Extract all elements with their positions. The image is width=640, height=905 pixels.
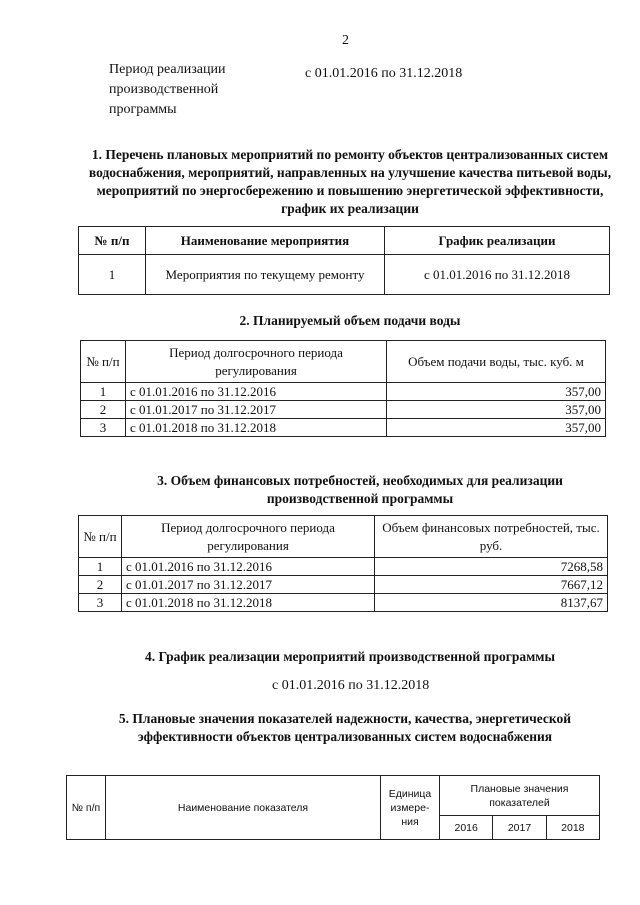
s2-header-num: № п/п — [81, 341, 126, 383]
s3-row3-num: 3 — [79, 594, 122, 612]
s2-row3-period: с 01.01.2018 по 31.12.2018 — [126, 419, 387, 437]
section4-title: 4. График реализации мероприятий производственной программы — [144, 649, 556, 664]
table-row — [81, 383, 606, 401]
s3-row2-num: 2 — [79, 576, 122, 594]
s5-header-planned: Плановые значения показателей — [440, 776, 600, 816]
period-value: с 01.01.2016 по 31.12.2018 — [305, 66, 463, 81]
s2-row3-num: 3 — [81, 419, 126, 437]
s3-header-value: Объем финансовых потребностей, тыс. руб. — [375, 516, 608, 558]
table-row — [81, 401, 606, 419]
s2-row2-value: 357,00 — [387, 401, 606, 419]
s2-header-period: Период долгосрочного периода регулирования — [126, 341, 387, 383]
s2-row2-period: с 01.01.2017 по 31.12.2017 — [126, 401, 387, 419]
s3-row1-num: 1 — [79, 558, 122, 576]
section5-table — [66, 775, 600, 840]
s3-row2-period: с 01.01.2017 по 31.12.2017 — [122, 576, 375, 594]
s3-header-period: Период долгосрочного периода регулирования — [122, 516, 375, 558]
table-row — [79, 576, 608, 594]
page-number: 2 — [342, 33, 349, 48]
s1-header-schedule: График реализации — [385, 227, 610, 255]
table-row — [79, 558, 608, 576]
section2-title: 2. Планируемый объем подачи воды — [239, 313, 461, 328]
s5-header-year-2016: 2016 — [440, 816, 493, 840]
s1-row-num: 1 — [79, 255, 146, 295]
s5-header-unit: Единица измере-ния — [381, 776, 440, 840]
s2-row1-value: 357,00 — [387, 383, 606, 401]
s2-row1-period: с 01.01.2016 по 31.12.2016 — [126, 383, 387, 401]
s3-row3-period: с 01.01.2018 по 31.12.2018 — [122, 594, 375, 612]
s3-row1-period: с 01.01.2016 по 31.12.2016 — [122, 558, 375, 576]
s5-header-year-2017: 2017 — [493, 816, 546, 840]
section4-value: с 01.01.2016 по 31.12.2018 — [272, 678, 430, 693]
s1-row-schedule: с 01.01.2016 по 31.12.2018 — [385, 255, 610, 295]
s5-header-num: № п/п — [67, 776, 106, 840]
s1-row-name: Мероприятия по текущему ремонту — [146, 255, 385, 295]
section5-title: 5. Плановые значения показателей надежности, качества, энергетической эффективности объектов централизованных систем водоснабжения — [118, 711, 572, 744]
s1-header-num: № п/п — [79, 227, 146, 255]
table-row — [79, 594, 608, 612]
s2-row2-num: 2 — [81, 401, 126, 419]
section2-table — [80, 340, 606, 437]
s5-header-year-2018: 2018 — [546, 816, 599, 840]
s2-row1-num: 1 — [81, 383, 126, 401]
s3-header-num: № п/п — [79, 516, 122, 558]
s2-header-value: Объем подачи воды, тыс. куб. м — [387, 341, 606, 383]
s3-row1-value: 7268,58 — [375, 558, 608, 576]
section1-title: 1. Перечень плановых мероприятий по ремонту объектов централизованных систем водоснабжения, мероприятий, направленных на улучшение качества питьевой воды, мероприятий по энергосбережению и повышению энергетической эффективности, график их реализации — [88, 147, 612, 216]
table-row — [81, 419, 606, 437]
s3-row3-value: 8137,67 — [375, 594, 608, 612]
period-label: Период реализации производственной программы — [109, 62, 226, 117]
s1-header-name: Наименование мероприятия — [146, 227, 385, 255]
s2-row3-value: 357,00 — [387, 419, 606, 437]
table-row — [79, 255, 610, 295]
section3-table — [78, 515, 608, 612]
s3-row2-value: 7667,12 — [375, 576, 608, 594]
section3-title: 3. Объем финансовых потребностей, необходимых для реализации производственной программы — [157, 473, 563, 506]
section1-table — [78, 226, 610, 295]
s5-header-name: Наименование показателя — [106, 776, 381, 840]
